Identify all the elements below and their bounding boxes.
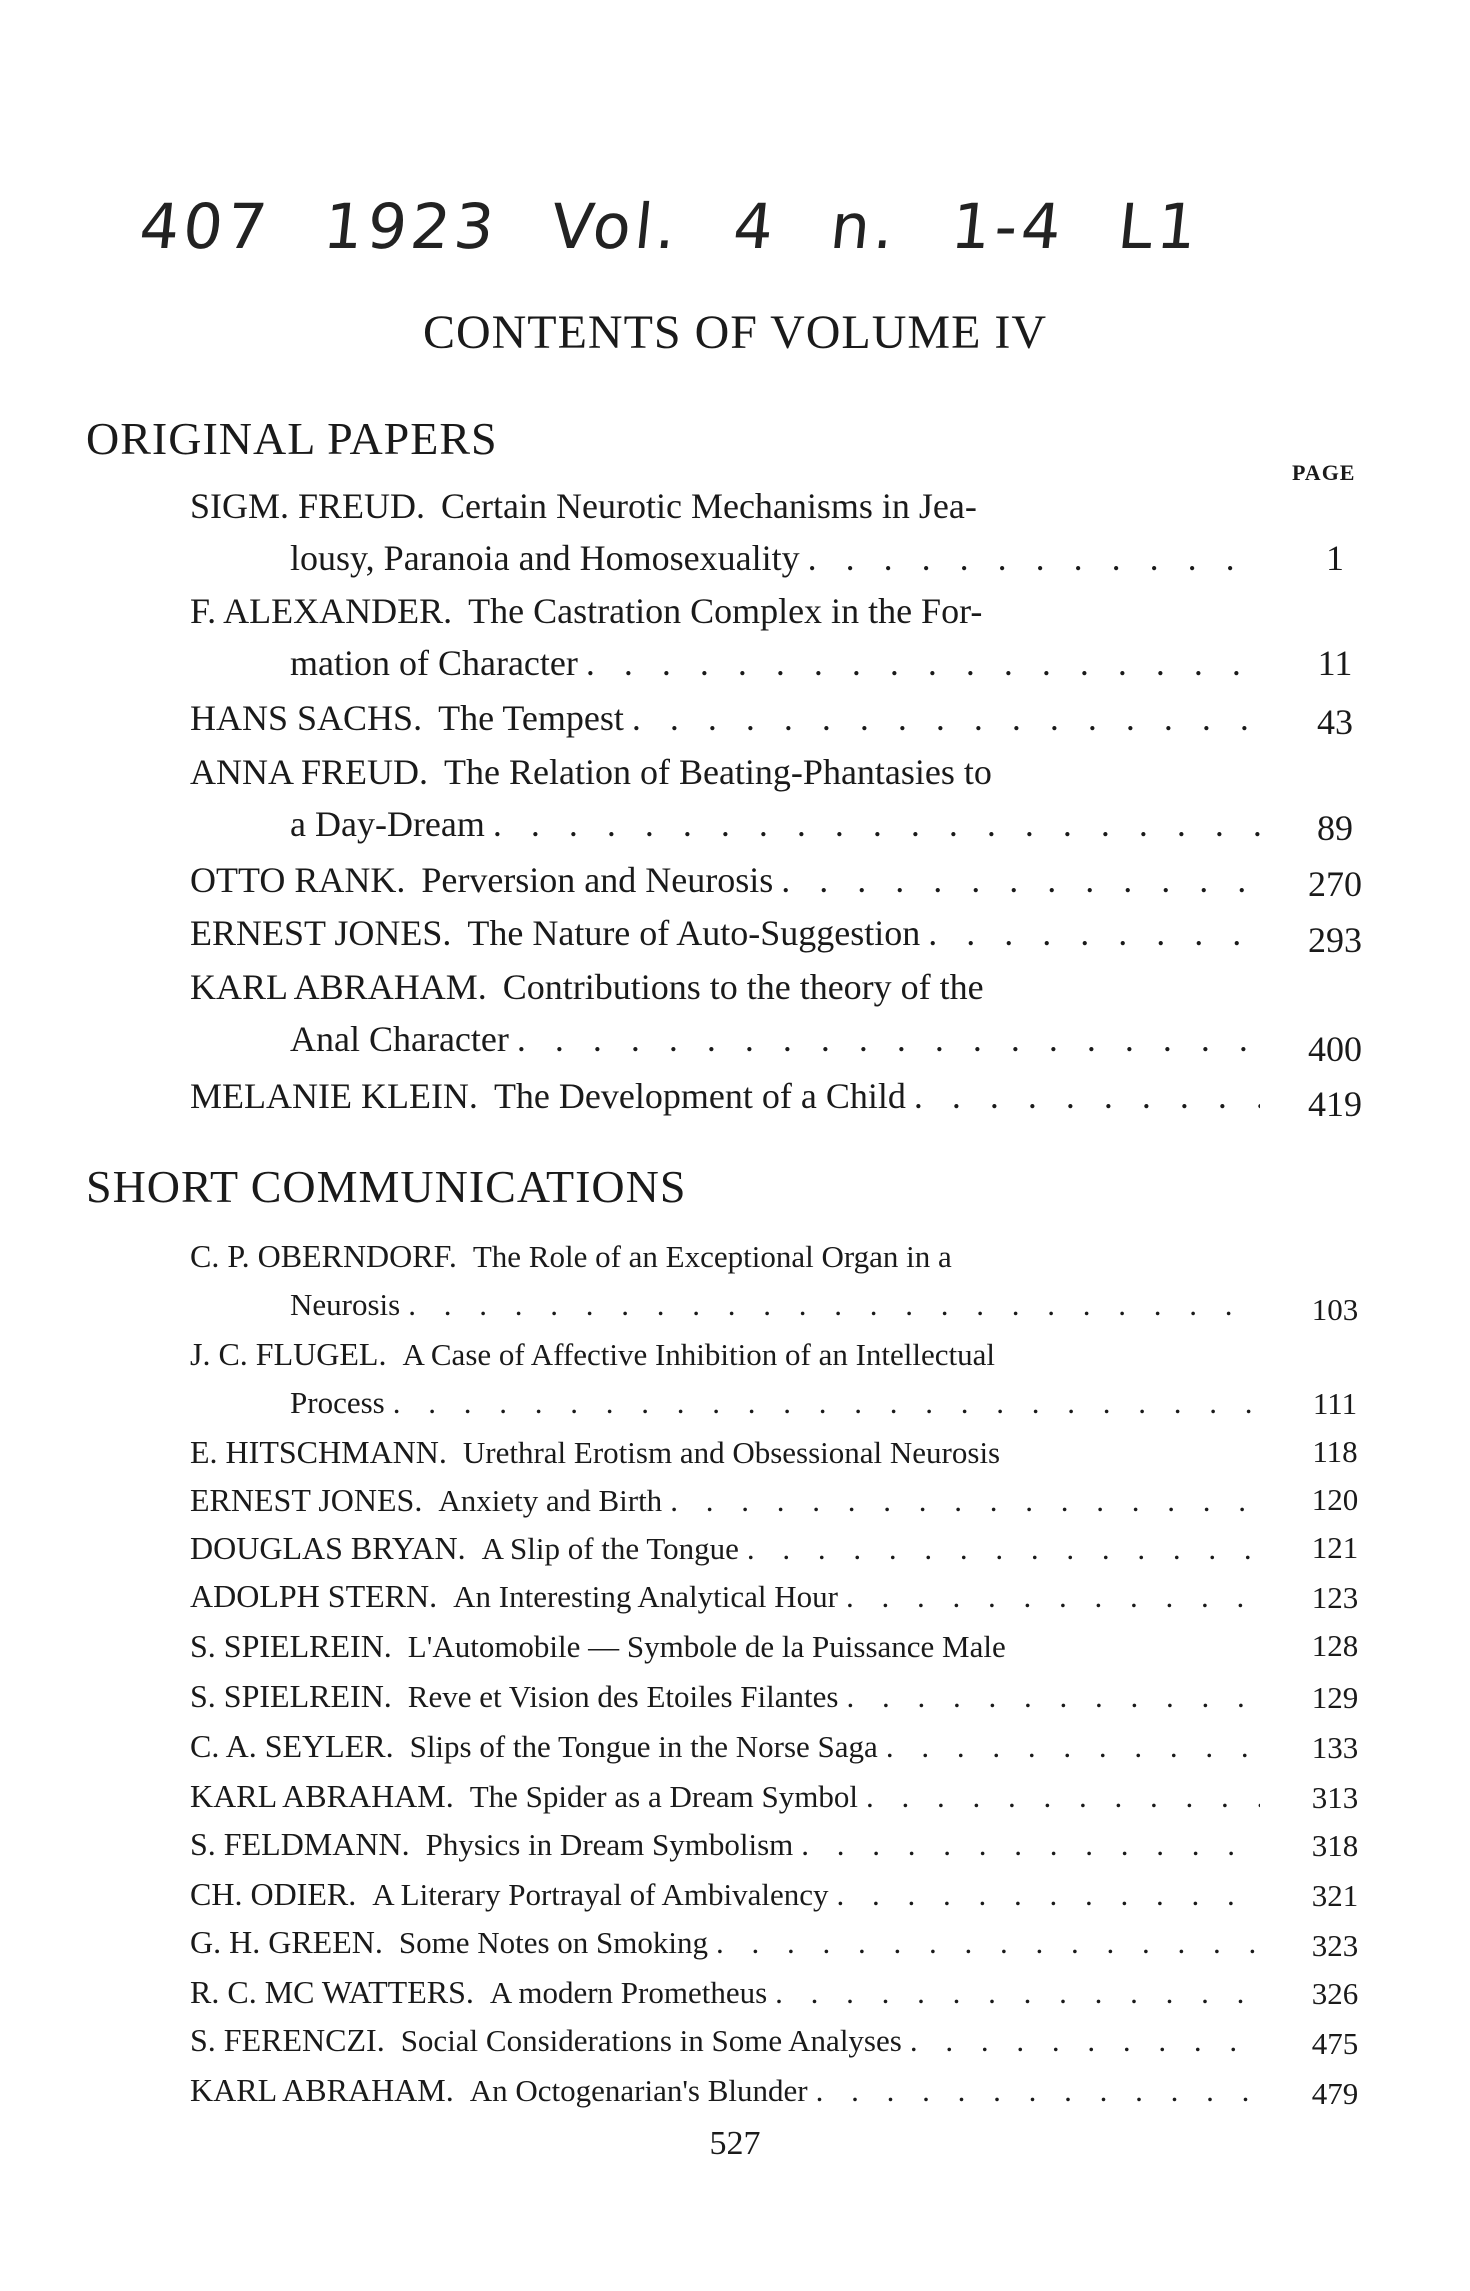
entry-page-number: 111: [1312, 1386, 1358, 1421]
entry-author: ANNA FREUD.: [190, 752, 429, 792]
handwritten-note: 407 1923 Vol. 4 n. 1-4 L1: [136, 190, 1205, 263]
entry-author: OTTO RANK.: [190, 860, 406, 900]
dot-leader: [632, 692, 1260, 744]
entry-title: Some Notes on Smoking: [398, 1925, 709, 1960]
page-title: CONTENTS OF VOLUME IV: [422, 306, 1048, 359]
toc-entry[interactable]: [190, 1870, 1260, 1919]
entry-page-number: 123: [1311, 1580, 1359, 1615]
toc-entry[interactable]: [190, 1968, 1260, 2017]
entry-author: MELANIE KLEIN.: [190, 1076, 478, 1116]
entry-page-number: 270: [1308, 864, 1362, 904]
entry-title: A Case of Affective Inhibition of an Intellectual: [402, 1337, 996, 1372]
entry-author: SIGM. FREUD.: [190, 486, 426, 526]
entry-author: S. FERENCZI.: [190, 2022, 385, 2058]
toc-entry[interactable]: [190, 480, 1260, 584]
entry-title: The Development of a Child: [493, 1076, 906, 1116]
entry-author: S. FELDMANN.: [190, 1826, 410, 1862]
toc-entry[interactable]: [190, 2016, 1260, 2065]
entry-title: L'Automobile — Symbole de la Puissance Male: [407, 1629, 1006, 1664]
entry-title: The Spider as a Dream Symbol: [469, 1779, 859, 1814]
dot-leader: [747, 1525, 1260, 1573]
entry-title-cont: Neurosis: [290, 1287, 401, 1322]
entry-author: C. P. OBERNDORF.: [190, 1238, 457, 1274]
entry-author: C. A. SEYLER.: [190, 1728, 394, 1764]
entry-page-number: 475: [1311, 2026, 1359, 2061]
entry-page-number: 479: [1311, 2076, 1359, 2111]
entry-page-number: 313: [1311, 1780, 1359, 1815]
entry-page-number: 326: [1311, 1976, 1359, 2011]
dot-leader: [517, 1013, 1260, 1065]
entry-page-number: 103: [1311, 1292, 1359, 1327]
entry-author: KARL ABRAHAM.: [190, 1778, 454, 1814]
entry-page-number: 121: [1311, 1530, 1359, 1565]
entry-page-number: 118: [1312, 1434, 1358, 1469]
entry-title: The Relation of Beating-Phantasies to: [444, 752, 992, 792]
toc-entry[interactable]: [190, 1428, 1260, 1477]
toc-entry[interactable]: [190, 854, 1260, 906]
entry-title: Slips of the Tongue in the Norse Saga: [409, 1729, 878, 1764]
entry-author: G. H. GREEN.: [190, 1924, 383, 1960]
section-heading-short-communications: SHORT COMMUNICATIONS: [86, 1161, 687, 1212]
entry-page-number: 321: [1311, 1878, 1359, 1913]
entry-title: A Literary Portrayal of Ambivalency: [372, 1877, 829, 1912]
entry-author: E. HITSCHMANN.: [190, 1434, 447, 1470]
entry-author: F. ALEXANDER.: [190, 591, 453, 631]
dot-leader: [846, 1573, 1260, 1621]
entry-title: Contributions to the theory of the: [502, 967, 984, 1007]
dot-leader: [801, 1821, 1260, 1869]
toc-entry[interactable]: [190, 1820, 1260, 1869]
entry-page-number: 133: [1311, 1730, 1359, 1765]
dot-leader: [408, 1281, 1260, 1329]
entry-title-cont: a Day-Dream: [290, 804, 485, 844]
toc-entry[interactable]: [190, 907, 1260, 959]
dot-leader: [914, 1070, 1260, 1122]
entry-author: J. C. FLUGEL.: [190, 1336, 387, 1372]
dot-leader: [910, 2017, 1260, 2065]
page-column-label: PAGE: [1292, 460, 1356, 485]
toc-entry[interactable]: [190, 1070, 1260, 1122]
toc-entry[interactable]: [190, 1622, 1260, 1671]
toc-entry[interactable]: [190, 1524, 1260, 1573]
entry-title: The Nature of Auto-Suggestion: [467, 913, 921, 953]
section-heading-original-papers: ORIGINAL PAPERS: [86, 413, 498, 464]
folio-page-number: 527: [709, 2125, 761, 2162]
entry-author: KARL ABRAHAM.: [190, 967, 487, 1007]
entry-author: KARL ABRAHAM.: [190, 2072, 454, 2108]
dot-leader: [836, 1871, 1260, 1919]
entry-page-number: 128: [1311, 1628, 1359, 1663]
toc-entry[interactable]: [190, 1672, 1260, 1721]
entry-page-number: 11: [1317, 643, 1353, 683]
toc-entry[interactable]: [190, 1918, 1260, 1967]
dot-leader: [816, 2067, 1260, 2115]
toc-entry[interactable]: [190, 1772, 1260, 1821]
entry-title: Social Considerations in Some Analyses: [400, 2023, 902, 2058]
toc-entry[interactable]: [190, 1476, 1260, 1525]
entry-title: Urethral Erotism and Obsessional Neurosis: [462, 1435, 1001, 1470]
toc-entry[interactable]: [190, 961, 1260, 1065]
entry-page-number: 129: [1311, 1680, 1359, 1715]
toc-entry[interactable]: [190, 1330, 1260, 1427]
dot-leader: [670, 1477, 1260, 1525]
entry-author: HANS SACHS.: [190, 698, 423, 738]
dot-leader: [716, 1919, 1260, 1967]
entry-title: Perversion and Neurosis: [421, 860, 774, 900]
entry-title-cont: Anal Character: [290, 1019, 509, 1059]
entry-title: The Tempest: [438, 698, 624, 738]
entry-author: ERNEST JONES.: [190, 913, 452, 953]
entry-page-number: 318: [1311, 1828, 1359, 1863]
entry-author: CH. ODIER.: [190, 1876, 357, 1912]
entry-author: ADOLPH STERN.: [190, 1578, 438, 1614]
entry-title: A modern Prometheus: [489, 1975, 768, 2010]
entry-page-number: 120: [1311, 1482, 1359, 1517]
toc-entry[interactable]: [190, 746, 1260, 850]
entry-author: ERNEST JONES.: [190, 1482, 423, 1518]
entry-title: Reve et Vision des Etoiles Filantes: [407, 1679, 839, 1714]
entry-page-number: 400: [1308, 1029, 1362, 1069]
entry-title: A Slip of the Tongue: [481, 1531, 739, 1566]
entry-page-number: 89: [1317, 808, 1353, 848]
entry-title: Physics in Dream Symbolism: [425, 1827, 794, 1862]
dot-leader: [866, 1773, 1260, 1821]
toc-entry[interactable]: [190, 692, 1260, 744]
dot-leader: [781, 854, 1260, 906]
toc-entry[interactable]: [190, 585, 1260, 689]
entry-author: S. SPIELREIN.: [190, 1628, 392, 1664]
entry-author: DOUGLAS BRYAN.: [190, 1530, 466, 1566]
dot-leader: [928, 907, 1260, 959]
toc-entry[interactable]: [190, 1572, 1260, 1621]
entry-title-cont: lousy, Paranoia and Homosexuality: [290, 538, 800, 578]
entry-title: Certain Neurotic Mechanisms in Jea-: [441, 486, 977, 526]
dot-leader: [846, 1673, 1260, 1721]
entry-page-number: 43: [1317, 702, 1353, 742]
entry-title-cont: Process: [290, 1385, 385, 1420]
entry-title: Anxiety and Birth: [438, 1483, 663, 1518]
dot-leader: [493, 798, 1260, 850]
dot-leader: [393, 1379, 1260, 1427]
entry-page-number: 419: [1308, 1084, 1362, 1124]
entry-page-number: 1: [1326, 538, 1344, 578]
entry-title: The Castration Complex in the For-: [468, 591, 983, 631]
entry-author: S. SPIELREIN.: [190, 1678, 392, 1714]
entry-title: The Role of an Exceptional Organ in a: [472, 1239, 952, 1274]
entry-author: R. C. MC WATTERS.: [190, 1974, 474, 2010]
entry-title: An Interesting Analytical Hour: [453, 1579, 838, 1614]
dot-leader: [775, 1969, 1260, 2017]
toc-entry[interactable]: [190, 1722, 1260, 1771]
entry-page-number: 293: [1308, 920, 1362, 960]
dot-leader: [586, 637, 1260, 689]
dot-leader: [808, 532, 1260, 584]
entry-title: An Octogenarian's Blunder: [469, 2073, 808, 2108]
dot-leader: [886, 1723, 1260, 1771]
entry-page-number: 323: [1311, 1928, 1359, 1963]
toc-entry[interactable]: [190, 2066, 1260, 2115]
entry-title-cont: mation of Character: [290, 643, 578, 683]
toc-entry[interactable]: [190, 1232, 1260, 1329]
